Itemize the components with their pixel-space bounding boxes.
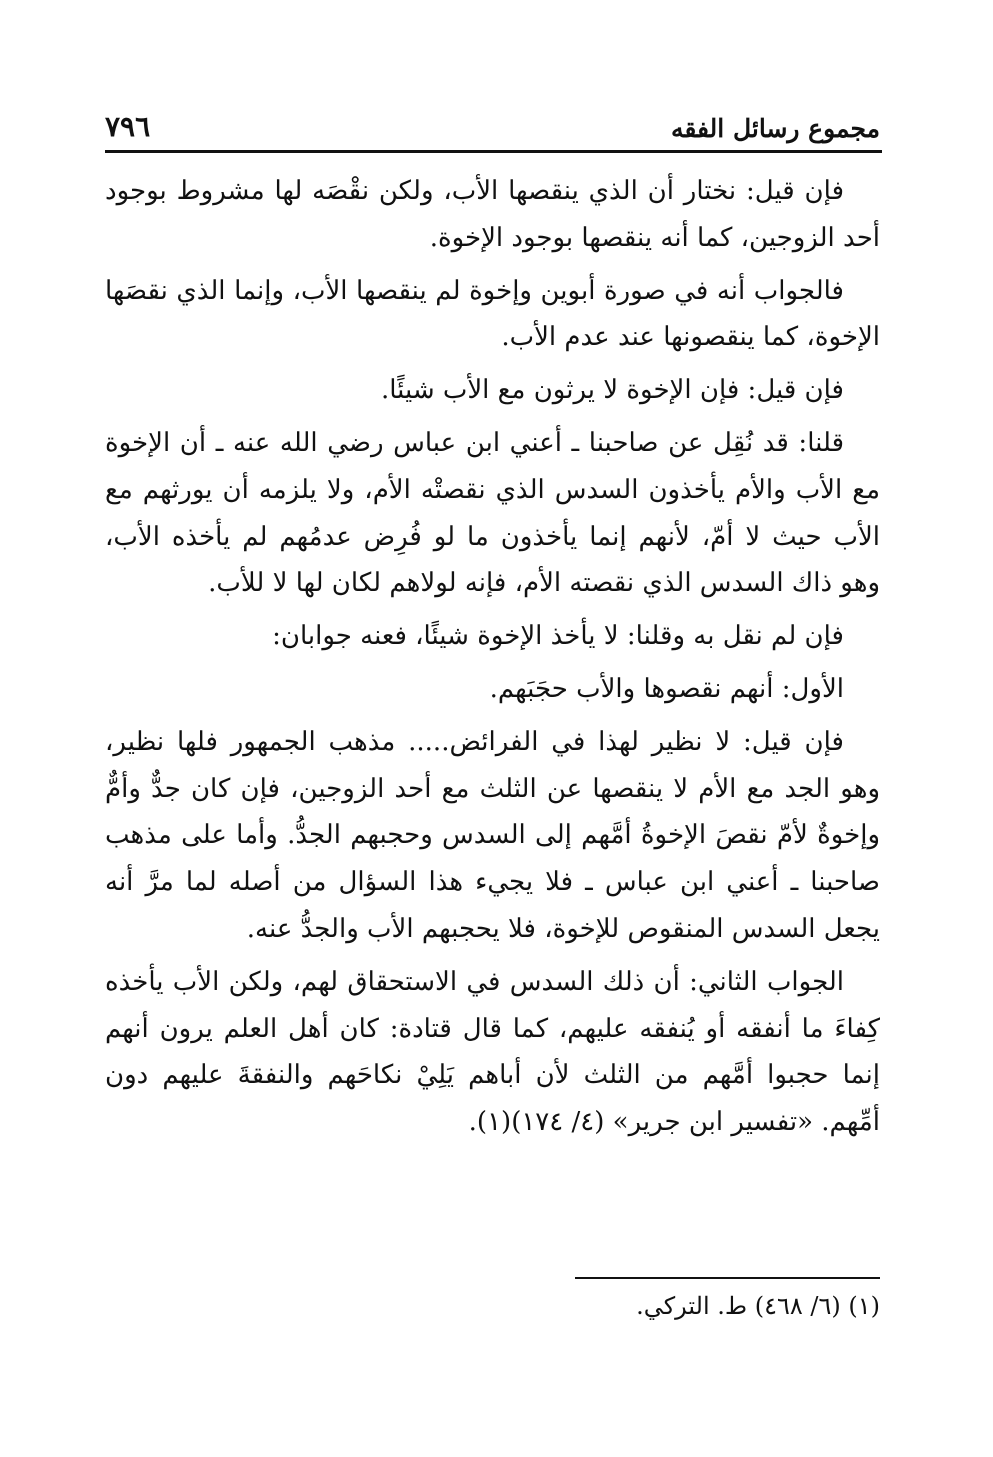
paragraph: فإن لم نقل به وقلنا: لا يأخذ الإخوة شيئًا، فعنه جوابان: <box>272 621 844 652</box>
paragraph: قلنا: قد نُقِل عن صاحبنا ـ أعني ابن عباس رضي الله عنه ـ أن الإخوة مع الأب والأم يأخذون السدس الذي نقصتْه الأم، ولا يلزمه أن يورثهم مع الأب حيث لا أمّ، لأنهم إنما يأخذون ما لو فُرِض عدمُهم لم يأخذه الأب، وهو ذاك السدس الذي نقصته الأم، فإنه لولاهم لكان لها لا للأب. <box>105 427 880 599</box>
main-text <box>105 168 880 1152</box>
paragraph: فإن قيل: فإن الإخوة لا يرثون مع الأب شيئًا. <box>380 375 844 406</box>
paragraph: الأول: أنهم نقصوها والأب حجَبَهم. <box>489 673 844 704</box>
page-number: ٧٩٦ <box>105 110 151 143</box>
paragraph: فإن قيل: لا نظير لهذا في الفرائض..... مذهب الجمهور فلها نظير، وهو الجد مع الأم لا ينقصها عن الثلث مع أحد الزوجين، فإن كان جدٌّ وأمٌّ وإخوةٌ لأمّ نقصَ الإخوةُ أمَّهم إلى السدس وحجبهم الجدُّ. وأما على مذهب صاحبنا ـ أعني ابن عباس ـ فلا يجيء هذا السؤال من أصله لما مرَّ أنه يجعل السدس المنقوص للإخوة، فلا يحجبهم الأب والجدُّ عنه. <box>105 726 880 944</box>
paragraph: فإن قيل: نختار أن الذي ينقصها الأب، ولكن نقْصَه لها مشروط بوجود أحد الزوجين، كما أنه ينقصها بوجود الإخوة. <box>105 176 880 253</box>
footnote-divider <box>575 1277 880 1279</box>
page-header <box>105 110 880 150</box>
paragraph: الجواب الثاني: أن ذلك السدس في الاستحقاق لهم، ولكن الأب يأخذه كِفاءَ ما أنفقه أو يُنفقه عليهم، كما قال قتادة: كان أهل العلم يرون أنهم إنما حجبوا أمَّهم من الثلث لأن أباهم يَلِيْ نكاحَهم والنفقةَ عليهم دون أمِّهم. «تفسير ابن جرير» (٤/ ١٧٤)(١). <box>105 966 880 1138</box>
running-title: مجموع رسائل الفقه <box>670 114 880 143</box>
paragraph: فالجواب أنه في صورة أبوين وإخوة لم ينقصها الأب، وإنما الذي نقصَها الإخوة، كما ينقصونها عند عدم الأب. <box>105 275 880 353</box>
footnote: (١) (٦/ ٤٦٨) ط. التركي. <box>636 1292 880 1320</box>
header-divider <box>105 150 882 153</box>
